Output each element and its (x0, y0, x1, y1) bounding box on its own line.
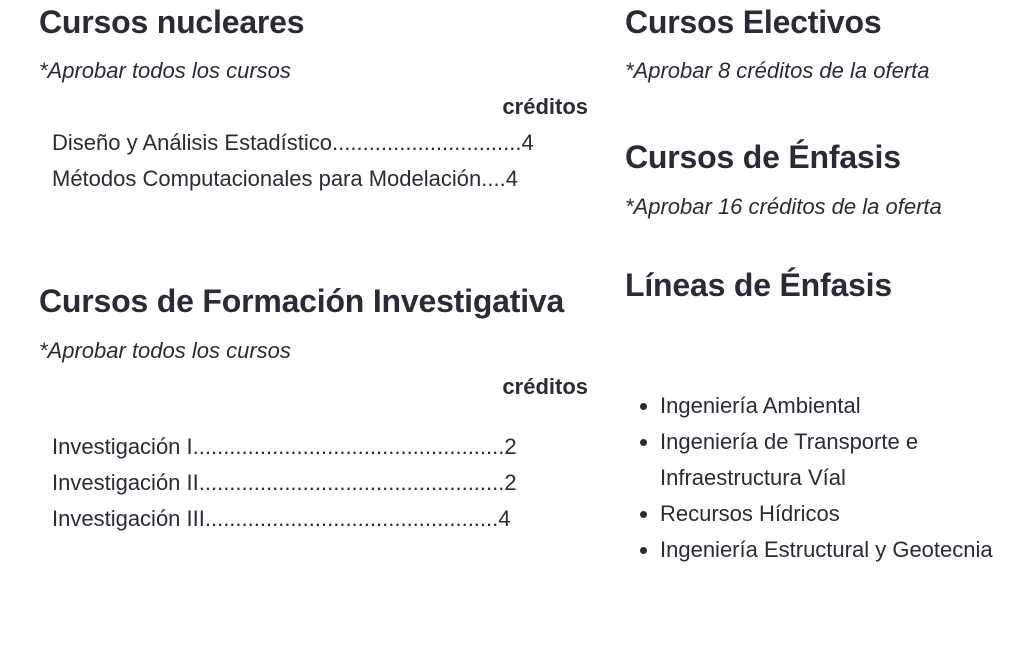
list-item: • Ingeniería Ambiental (660, 388, 1005, 424)
course-item: Investigación III................................................4 (52, 506, 511, 531)
section-note: *Aprobar 16 créditos de la oferta (625, 194, 942, 219)
course-item: Investigación II..................................................2 (52, 470, 517, 495)
section-note: *Aprobar 8 créditos de la oferta (625, 58, 930, 83)
course-item: Métodos Computacionales para Modelación....4 (52, 166, 518, 191)
emphasis-lines-list (600, 388, 1005, 568)
course-item: Investigación I...................................................2 (52, 434, 517, 459)
credits-column-header: créditos (502, 94, 588, 119)
section-title: Cursos de Énfasis (625, 139, 901, 175)
list-item: • Ingeniería Estructural y Geotecnia (660, 532, 1005, 568)
list-item: • Recursos Hídricos (660, 496, 1005, 532)
course-list (39, 429, 591, 537)
section-title: Cursos nucleares (39, 4, 305, 40)
course-list (39, 125, 591, 197)
section-title: Líneas de Énfasis (625, 267, 892, 303)
credits-column-header: créditos (502, 374, 588, 399)
section-note: *Aprobar todos los cursos (39, 338, 291, 363)
course-item: Diseño y Análisis Estadístico...............................4 (52, 130, 534, 155)
section-title: Cursos Electivos (625, 4, 882, 40)
list-item: • Ingeniería de Transporte e Infraestructura Víal (660, 424, 1005, 496)
section-note: *Aprobar todos los cursos (39, 58, 291, 83)
section-title: Cursos de Formación Investigativa (39, 283, 565, 319)
